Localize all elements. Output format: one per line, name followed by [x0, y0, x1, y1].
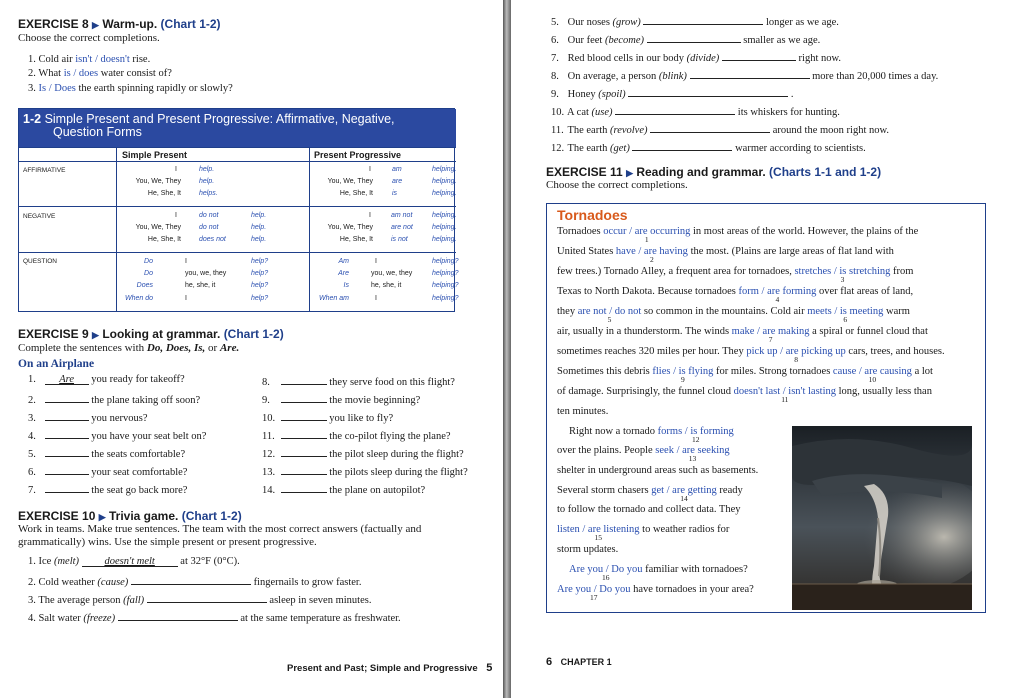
col-header-simple-present: Simple Present — [122, 150, 188, 160]
ex9-item: 1. Are you ready for takeoff? — [28, 374, 185, 385]
choice-13[interactable]: seek / are seeking 13 — [655, 445, 730, 463]
reading-line: to follow the tornado and collect data. They — [557, 504, 741, 515]
answer-blank[interactable] — [281, 446, 327, 457]
answer-blank[interactable] — [650, 122, 770, 133]
ex9-item: 13. the pilots sleep during the flight? — [262, 464, 468, 478]
answer-blank[interactable] — [722, 50, 796, 61]
answer-blank[interactable] — [628, 86, 788, 97]
answer-blank[interactable] — [131, 574, 251, 585]
ex8-item-2: 2. What is / does water consist of? — [28, 68, 172, 79]
answer-blank[interactable] — [281, 464, 327, 475]
row-label-question: QUESTION — [23, 258, 57, 265]
reading-line: over the plains. People seek / are seeking 13 — [557, 445, 730, 463]
exercise-10-heading: EXERCISE 10 ▶ Trivia game. (Chart 1-2) — [18, 509, 242, 523]
answer-blank[interactable] — [690, 68, 810, 79]
ex8-item-1: 1. Cold air isn't / doesn't rise. — [28, 54, 151, 65]
reading-line: air, usually in a thunderstorm. The winds make / are making 7 a spiral or funnel cloud that — [557, 326, 928, 344]
reading-line: of damage. Surprisingly, the funnel cloud doesn't last / isn't lasting 11 long, usually less than — [557, 386, 932, 404]
reading-line: listen / are listening 15 to weather radios for — [557, 524, 730, 542]
exercise-11-heading: EXERCISE 11 ▶ Reading and grammar. (Charts 1-1 and 1-2) — [546, 165, 882, 179]
reading-line: United States have / are having 2 the most. (Plains are large areas of flat land with — [557, 246, 894, 264]
reading-line: Right now a tornado forms / is forming 12 — [569, 426, 734, 444]
ex9-item: 6. your seat comfortable? — [28, 464, 187, 478]
ex9-item: 4. you have your seat belt on? — [28, 428, 206, 442]
choice-2[interactable]: have / are having 2 — [615, 246, 688, 264]
answer-blank[interactable] — [45, 464, 89, 475]
answer-blank[interactable] — [118, 610, 238, 621]
reading-line: Are you / Do you 17 have tornadoes in your area? — [557, 584, 754, 602]
choice-5[interactable]: are not / do not 5 — [577, 306, 642, 324]
ex10-item: 8. On average, a person (blink) more than 20,000 times a day. — [551, 68, 938, 82]
answer-blank[interactable] — [281, 392, 327, 403]
ex9-item: 11. the co-pilot flying the plane? — [262, 428, 451, 442]
ex10-item: 9. Honey (spoil) . — [551, 86, 794, 100]
choice-11[interactable]: doesn't last / isn't lasting 11 — [733, 386, 836, 404]
ex10-item: 12. The earth (get) warmer according to scientists. — [551, 140, 866, 154]
reading-line: storm updates. — [557, 544, 619, 555]
answer-blank[interactable] — [147, 592, 267, 603]
reading-line: Texas to North Dakota. Because tornadoes form / are forming 4 over flat areas of land, — [557, 286, 914, 304]
exercise-10-instruction-2: grammatically) wins. Use the simple present or present progressive. — [18, 536, 317, 548]
answer-blank[interactable] — [643, 14, 763, 25]
ex10-item: 7. Red blood cells in our body (divide) right now. — [551, 50, 841, 64]
exercise-9-heading: EXERCISE 9 ▶ Looking at grammar. (Chart 1-2) — [18, 327, 284, 341]
answer-blank[interactable] — [647, 32, 741, 43]
chart-1-2-header: 1-2 Simple Present and Present Progressive: Affirmative, Negative, Question Forms — [19, 109, 456, 147]
reading-line: Several storm chasers get / are getting 14 ready — [557, 485, 743, 503]
reading-line: few trees.) Tornado Alley, a frequent area for tornadoes, stretches / is stretching 3 from — [557, 266, 914, 284]
reading-line: sometimes reaches 320 miles per hour. They pick up / are picking up 8 cars, trees, and houses. — [557, 346, 945, 364]
choice-16[interactable]: Are you / Do you 16 — [569, 564, 643, 582]
ex10-item: 4. Salt water (freeze) at the same temperature as freshwater. — [28, 610, 401, 624]
answer-blank[interactable] — [45, 410, 89, 421]
ex10-item: 5. Our noses (grow) longer as we age. — [551, 14, 839, 28]
choice[interactable]: is / does — [63, 68, 99, 79]
answer-blank[interactable] — [45, 482, 89, 493]
chart-1-2-box: 1-2 Simple Present and Present Progressive: Affirmative, Negative, Question Forms Simple Present Present Progressive AFFIRMATIVE NEGATIVE QUESTION I help. You, We, They help. He, She, It helps. I am helping. You, We, They are helping. He, She, It is helping. I do not help. You, We, They do not help. He, She, It does not help. I am not helping. You, We, They are not helping. He, She, It is not helping. Do I help? Do you, we, they help? Does he, she, it help? When do I help? Am I helping? Are you, we, they helping? Is he, she, it helping? When am I helping? — [18, 108, 455, 312]
reading-box — [546, 203, 986, 613]
choice-15[interactable]: listen / are listening 15 — [557, 524, 640, 542]
choice-17[interactable]: Are you / Do you 17 — [557, 584, 631, 602]
subheading: On an Airplane — [18, 358, 95, 370]
choice-3[interactable]: stretches / is stretching 3 — [794, 266, 891, 284]
choice-7[interactable]: make / are making 7 — [731, 326, 810, 344]
tornado-photo-image — [792, 426, 972, 610]
answer-blank[interactable] — [615, 104, 735, 115]
choice-1[interactable]: occur / are occurring 1 — [603, 226, 691, 244]
exercise-11-instruction: Choose the correct completions. — [546, 179, 688, 191]
exercise-8-heading: EXERCISE 8 ▶ Warm-up. (Chart 1-2) — [18, 17, 221, 31]
answer-blank[interactable] — [281, 374, 327, 385]
ex9-item: 2. the plane taking off soon? — [28, 392, 200, 406]
ex8-item-3: 3. Is / Does the earth spinning rapidly or slowly? — [28, 83, 233, 94]
choice-9[interactable]: flies / is flying 9 — [652, 366, 714, 384]
answer-blank[interactable] — [281, 410, 327, 421]
row-label-affirmative: AFFIRMATIVE — [23, 167, 66, 174]
reading-line: Tornadoes occur / are occurring 1 in most areas of the world. However, the plains of the — [557, 226, 919, 244]
page-footer-right: 6 CHAPTER 1 — [546, 656, 612, 668]
answer-blank[interactable] — [281, 428, 327, 439]
reading-line: Sometimes this debris flies / is flying 9 for miles. Strong tornadoes cause / are causing 10 a lot — [557, 366, 933, 384]
ex10-item: 2. Cold weather (cause) fingernails to grow faster. — [28, 574, 361, 588]
choice-6[interactable]: meets / is meeting 6 — [807, 306, 884, 324]
answer-blank[interactable]: doesn't melt — [82, 556, 178, 567]
choice[interactable]: isn't / doesn't — [75, 54, 130, 65]
ex9-item: 10. you like to fly? — [262, 410, 393, 424]
ex9-item: 3. you nervous? — [28, 410, 148, 424]
triangle-icon: ▶ — [626, 168, 633, 178]
choice-8[interactable]: pick up / are picking up 8 — [746, 346, 846, 364]
reading-line: ten minutes. — [557, 406, 609, 417]
answer-blank[interactable] — [45, 428, 89, 439]
ex9-item: 9. the movie beginning? — [262, 392, 420, 406]
ex9-item: 8. they serve food on this flight? — [262, 374, 455, 388]
ex10-item: 1. Ice (melt) doesn't melt at 32°F (0°C). — [28, 556, 240, 567]
ex10-item: 6. Our feet (become) smaller as we age. — [551, 32, 820, 46]
choice-10[interactable]: cause / are causing 10 — [832, 366, 912, 384]
ex10-item: 11. The earth (revolve) around the moon right now. — [551, 122, 889, 136]
triangle-icon: ▶ — [92, 330, 99, 340]
col-header-present-progressive: Present Progressive — [314, 150, 402, 160]
answer-blank[interactable] — [45, 446, 89, 457]
book-gutter — [503, 0, 511, 698]
reading-title: Tornadoes — [557, 207, 628, 223]
ex10-item: 10. A cat (use) its whiskers for hunting. — [551, 104, 840, 118]
reading-line: Are you / Do you 16 familiar with tornadoes? — [569, 564, 748, 582]
ex9-item: 5. the seats comfortable? — [28, 446, 185, 460]
exercise-10-instruction-1: Work in teams. Make true sentences. The team with the most correct answers (factually and — [18, 523, 422, 535]
choice-12[interactable]: forms / is forming 12 — [657, 426, 734, 444]
answer-blank[interactable] — [632, 140, 732, 151]
reading-line: shelter in underground areas such as basements. — [557, 465, 759, 476]
ex10-item: 3. The average person (fall) asleep in seven minutes. — [28, 592, 371, 606]
ex9-item: 12. the pilot sleep during the flight? — [262, 446, 464, 460]
triangle-icon: ▶ — [98, 512, 106, 522]
choice-14[interactable]: get / are getting 14 — [651, 485, 717, 503]
reading-line: they are not / do not 5 so common in the mountains. Cold air meets / is meeting 6 warm — [557, 306, 910, 324]
row-label-negative: NEGATIVE — [23, 213, 56, 220]
answer-blank[interactable] — [45, 392, 89, 403]
left-page — [0, 0, 503, 698]
ex9-item: 14. the plane on autopilot? — [262, 482, 425, 496]
answer-blank[interactable] — [281, 482, 327, 493]
choice[interactable]: Is / Does — [38, 83, 76, 94]
ex9-item: 7. the seat go back more? — [28, 482, 187, 496]
tornado-photo — [792, 426, 972, 610]
exercise-8-instruction: Choose the correct completions. — [18, 32, 160, 44]
exercise-9-instruction: Complete the sentences with Do, Does, Is, or Are. — [18, 342, 240, 354]
answer-blank[interactable]: Are — [45, 374, 89, 385]
page-footer: Present and Past; Simple and Progressive 5 — [287, 662, 493, 674]
choice-4[interactable]: form / are forming 4 — [738, 286, 817, 304]
triangle-icon: ▶ — [92, 20, 99, 30]
